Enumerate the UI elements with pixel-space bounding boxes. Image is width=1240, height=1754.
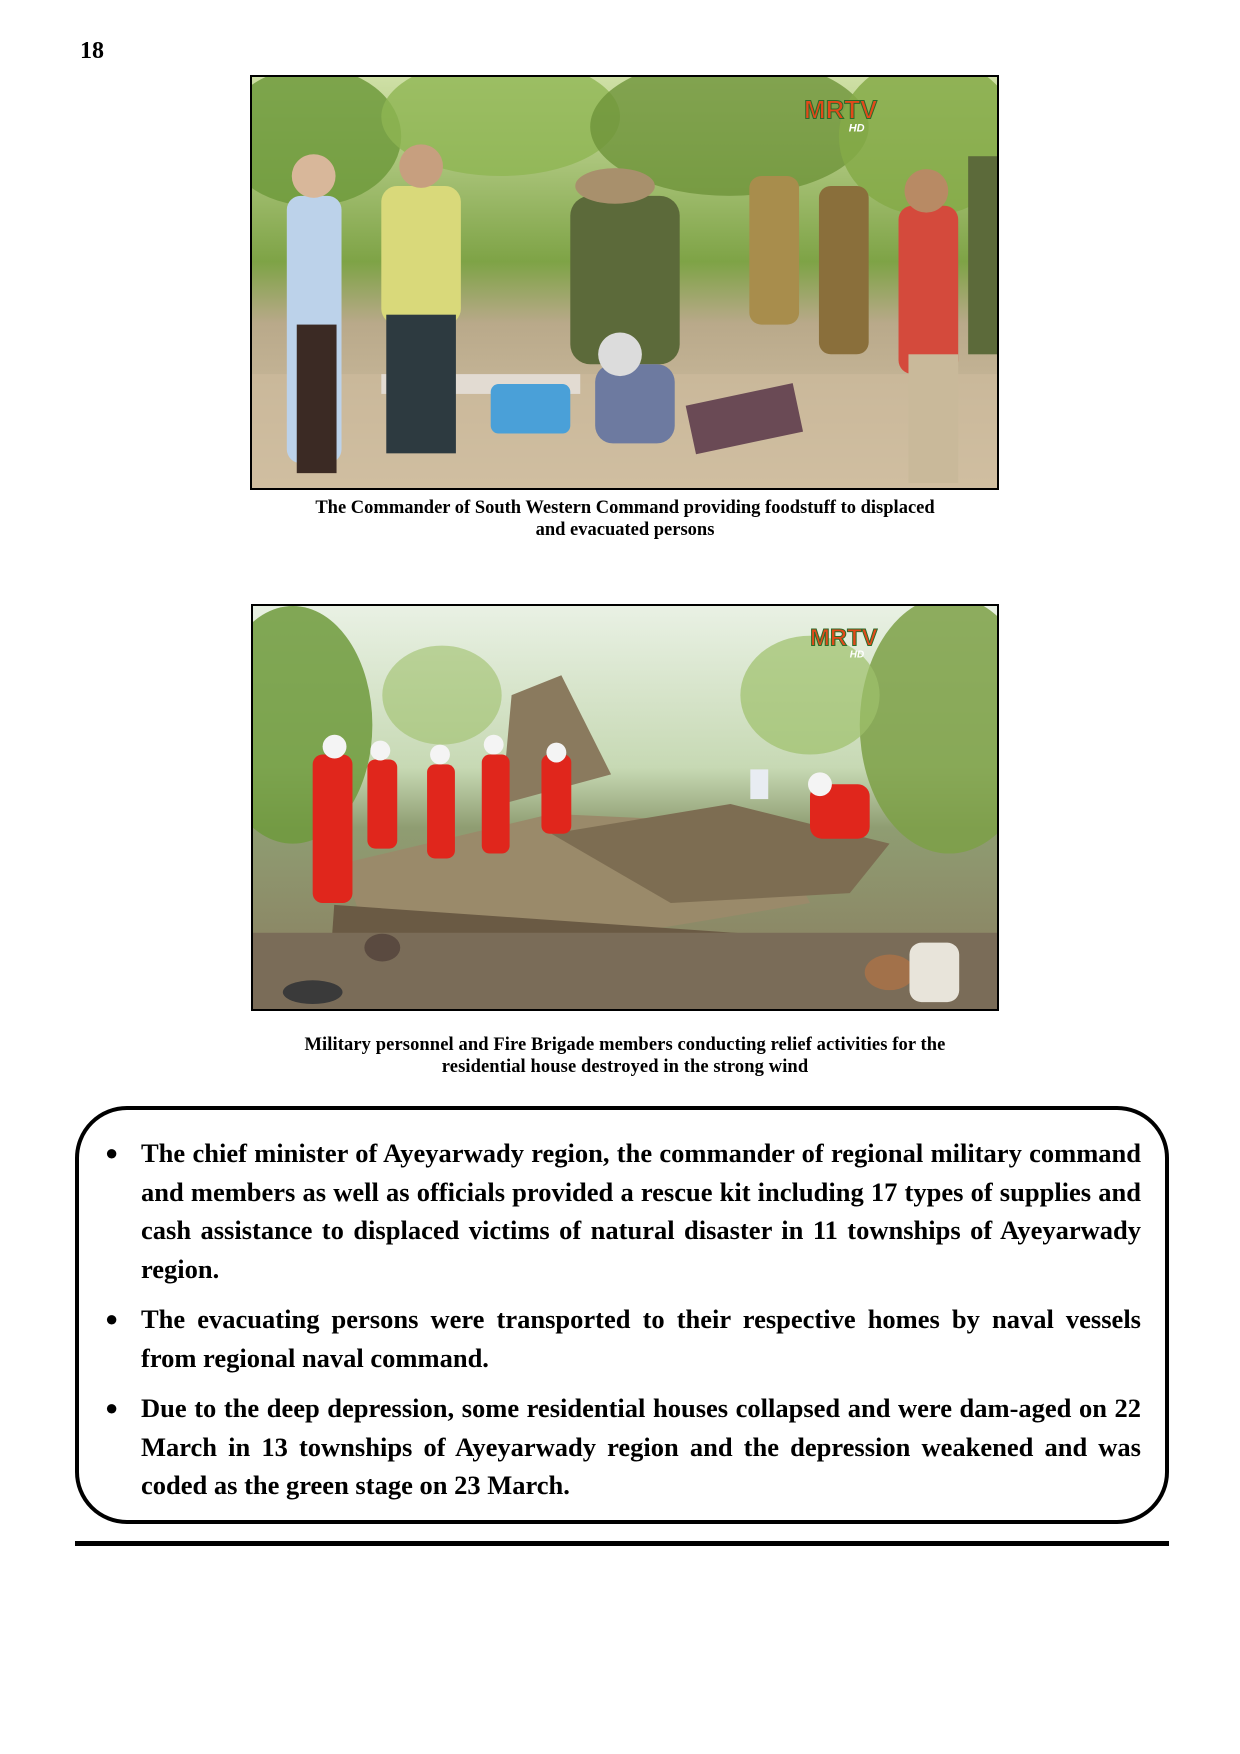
summary-bullet-list (105, 1134, 1141, 1517)
mrtv-watermark: MRTV (804, 96, 878, 125)
summary-bullet-item (105, 1389, 1141, 1505)
mrtv-watermark: MRTV (810, 624, 878, 652)
summary-bullet-item (105, 1134, 1141, 1288)
summary-bullet-text: Due to the deep depression, some residential houses collapsed and were dam-aged on 22 March in 13 townships of Ayeyarwady region and the depression weakened and was coded as the green stage on 23 March. (141, 1393, 1141, 1500)
summary-box (75, 1106, 1169, 1524)
photo-caption-2-line-2: residential house destroyed in the strong wind (441, 1057, 809, 1077)
bullet-icon: ● (105, 1395, 119, 1420)
photo-foodstuff-image (252, 77, 997, 488)
photo-caption-1 (200, 497, 1050, 541)
photo-relief-image (253, 606, 997, 1009)
summary-bullet-text: The chief minister of Ayeyarwady region, the commander of regional military command and members as well as officials provided a rescue kit including 17 types of supplies and cash assistance to displaced victims of natural disaster in 11 townships of Ayeyarwady region. (141, 1138, 1141, 1284)
photo-caption-2 (200, 1034, 1050, 1078)
photo-caption-2-line-1: Military personnel and Fire Brigade members conducting relief activities for the (304, 1035, 946, 1055)
summary-bullet-text: The evacuating persons were transported to their respective homes by naval vessels from regional naval command. (141, 1304, 1141, 1373)
mrtv-hd-watermark: HD (848, 122, 865, 135)
page-number: 18 (80, 38, 104, 64)
summary-bullet-item (105, 1300, 1141, 1377)
page-divider (75, 1541, 1169, 1546)
mrtv-hd-watermark: HD (849, 649, 865, 661)
bullet-icon: ● (105, 1140, 119, 1165)
photo-relief-activities (251, 604, 999, 1011)
bullet-icon: ● (105, 1306, 119, 1331)
photo-foodstuff-distribution (250, 75, 999, 490)
photo-caption-1-line-1: The Commander of South Western Command providing foodstuff to displaced (315, 498, 935, 518)
photo-caption-1-line-2: and evacuated persons (535, 520, 715, 540)
